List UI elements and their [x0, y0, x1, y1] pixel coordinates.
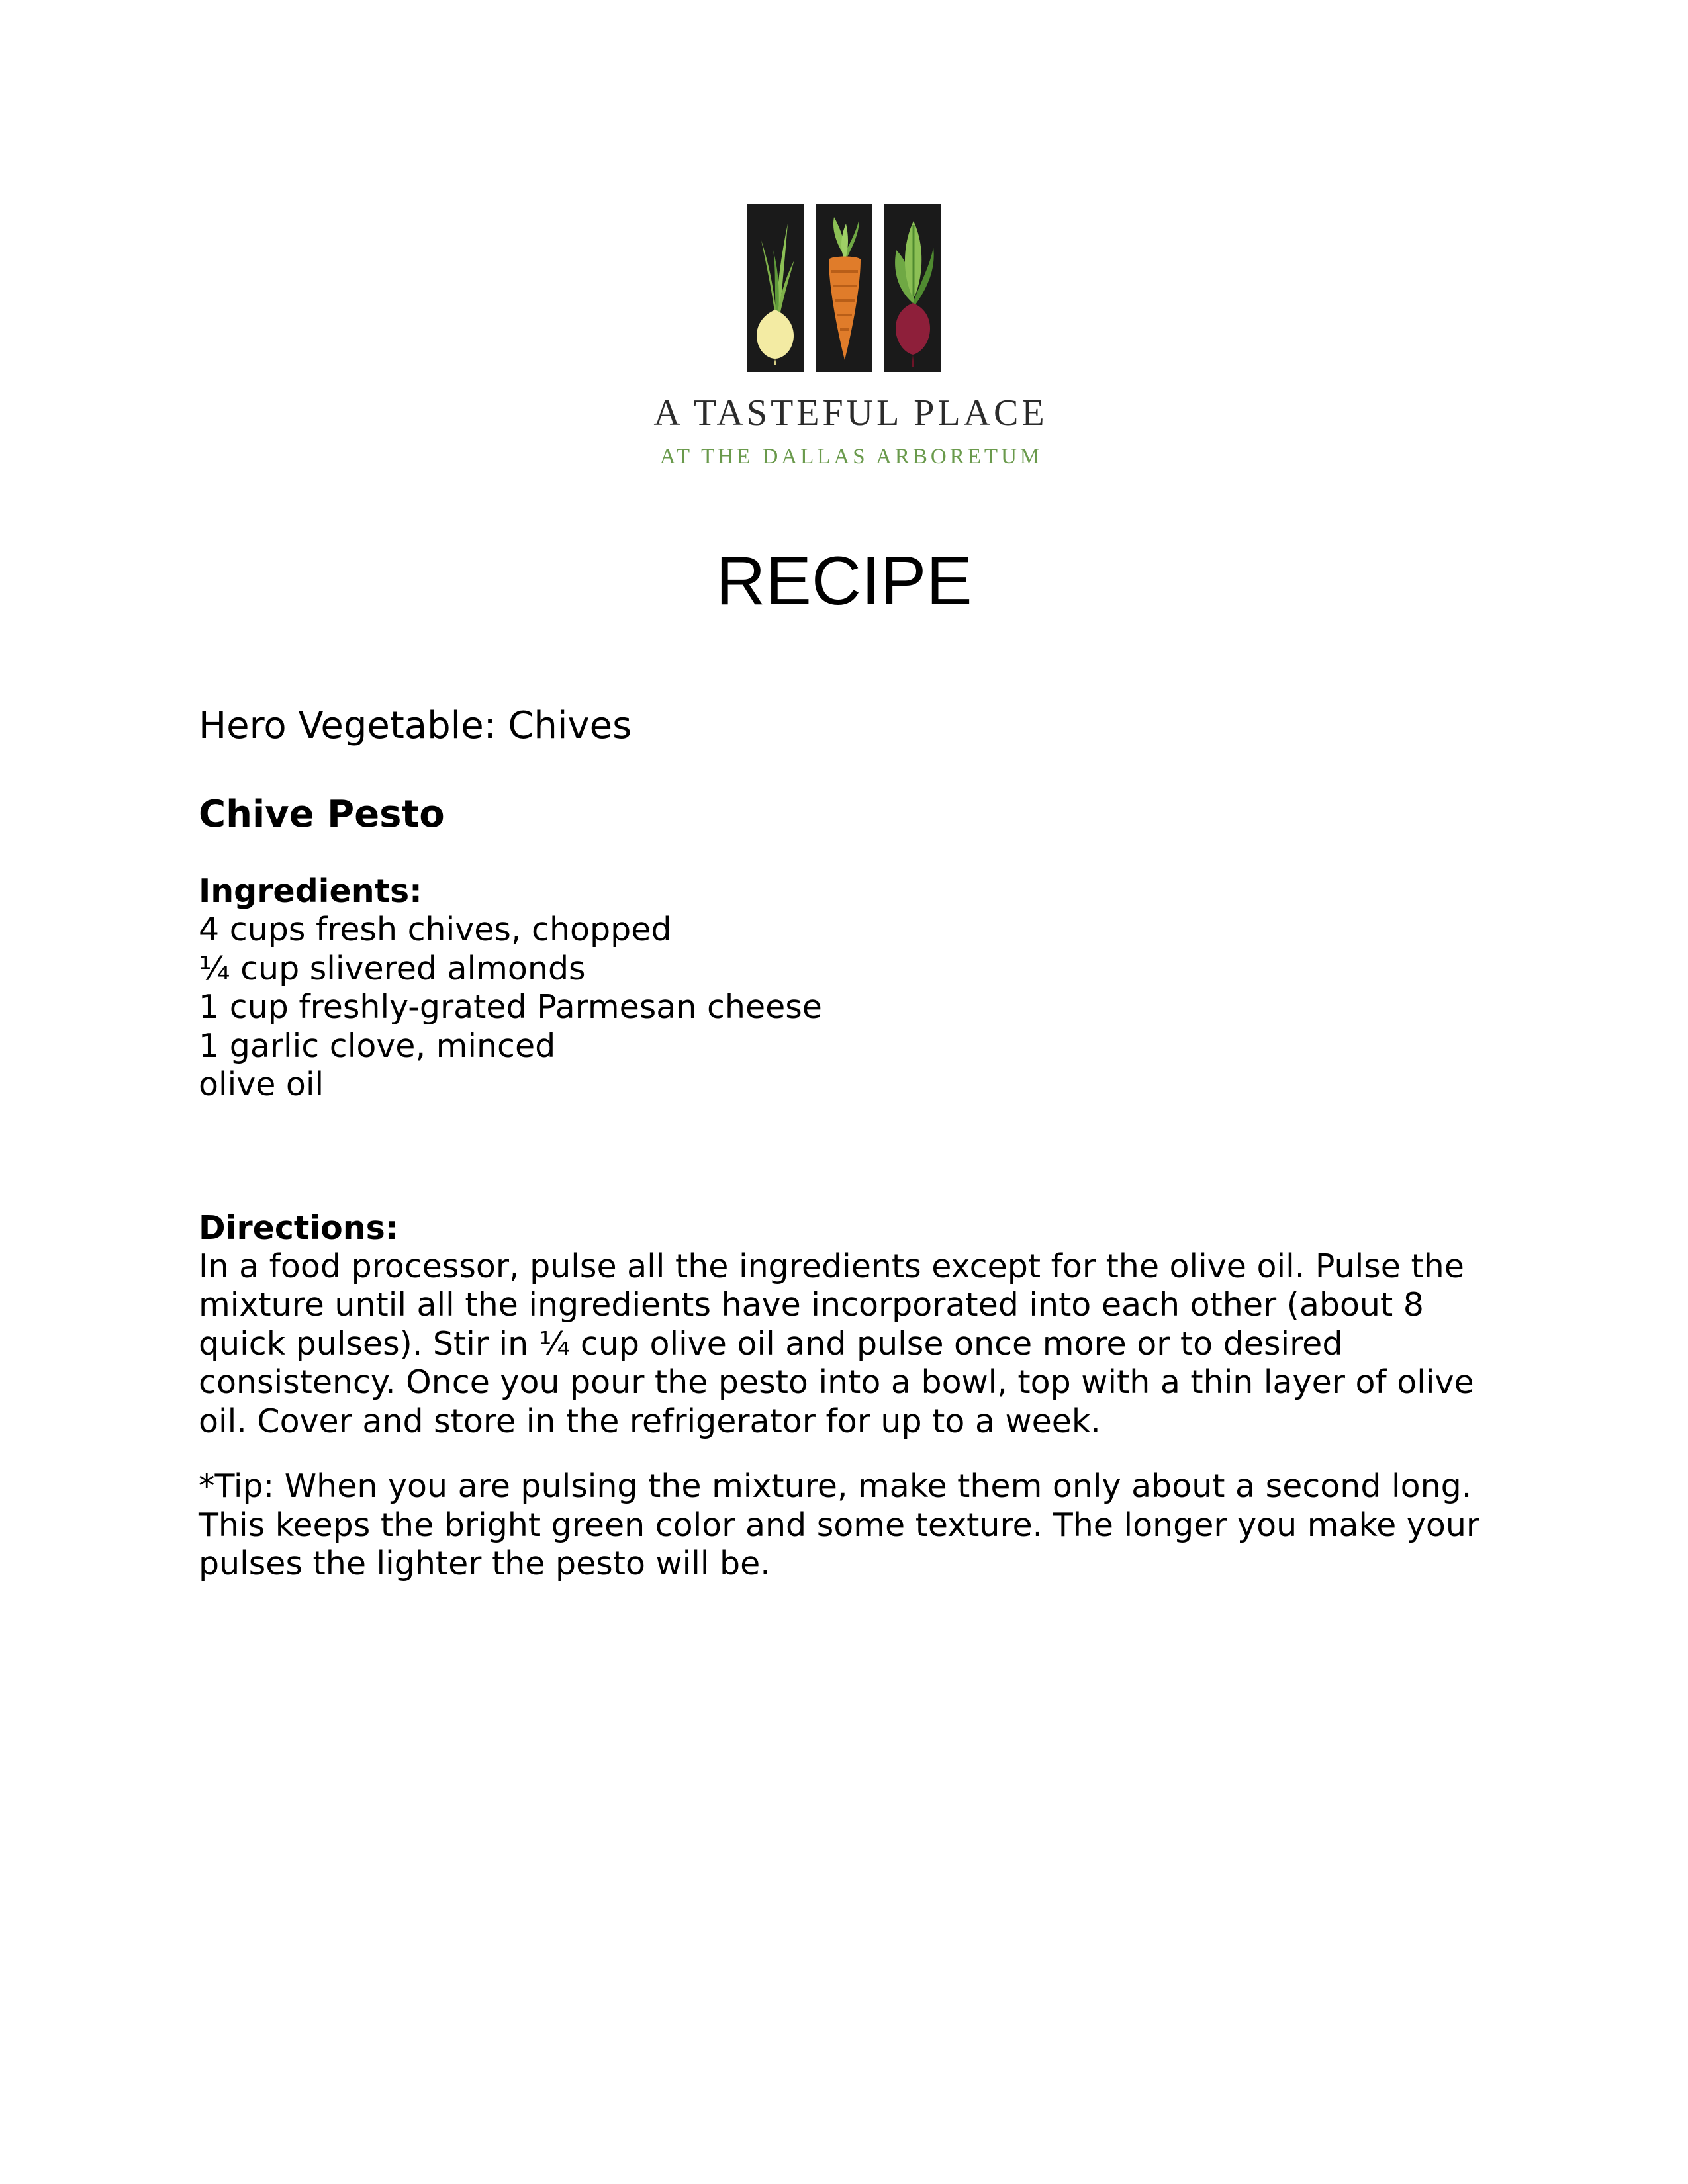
brand-name: A TASTEFUL PLACE: [653, 392, 1048, 433]
directions-text: In a food processor, pulse all the ingredients except for the olive oil. Pulse the mixture until all the ingredients have incorporated into each other (about 8 quick pulses). Stir in ¼ cup olive oil and pulse once more or to desired consistency. Once you pour the pesto into a bowl, top with a thin layer of olive oil. Cover and store in the refrigerator for up to a week.: [199, 1247, 1474, 1440]
recipe-content: [199, 702, 1489, 1584]
ingredient-item: 1 cup freshly-grated Parmesan cheese: [199, 988, 822, 1026]
ingredient-item: 4 cups fresh chives, chopped: [199, 911, 672, 948]
ingredient-item: 1 garlic clove, minced: [199, 1026, 556, 1065]
hero-vegetable: Hero Vegetable: Chives: [199, 704, 632, 747]
ingredients-list: [199, 911, 1489, 1105]
tip-text: *Tip: When you are pulsing the mixture, make them only about a second long. This keeps the bright green color and some texture. The longer you make your pulses the lighter the pesto will be.: [199, 1467, 1480, 1582]
page-title: RECIPE: [716, 543, 972, 619]
directions-label: Directions:: [199, 1208, 399, 1247]
ingredient-item: olive oil: [199, 1066, 324, 1103]
brand-subtitle: AT THE DALLAS ARBORETUM: [659, 445, 1043, 469]
ingredient-item: ¼ cup slivered almonds: [199, 949, 586, 987]
ingredients-label: Ingredients:: [199, 872, 422, 910]
vegetable-trio-logo-icon: [747, 204, 941, 372]
dish-title: Chive Pesto: [199, 793, 445, 836]
